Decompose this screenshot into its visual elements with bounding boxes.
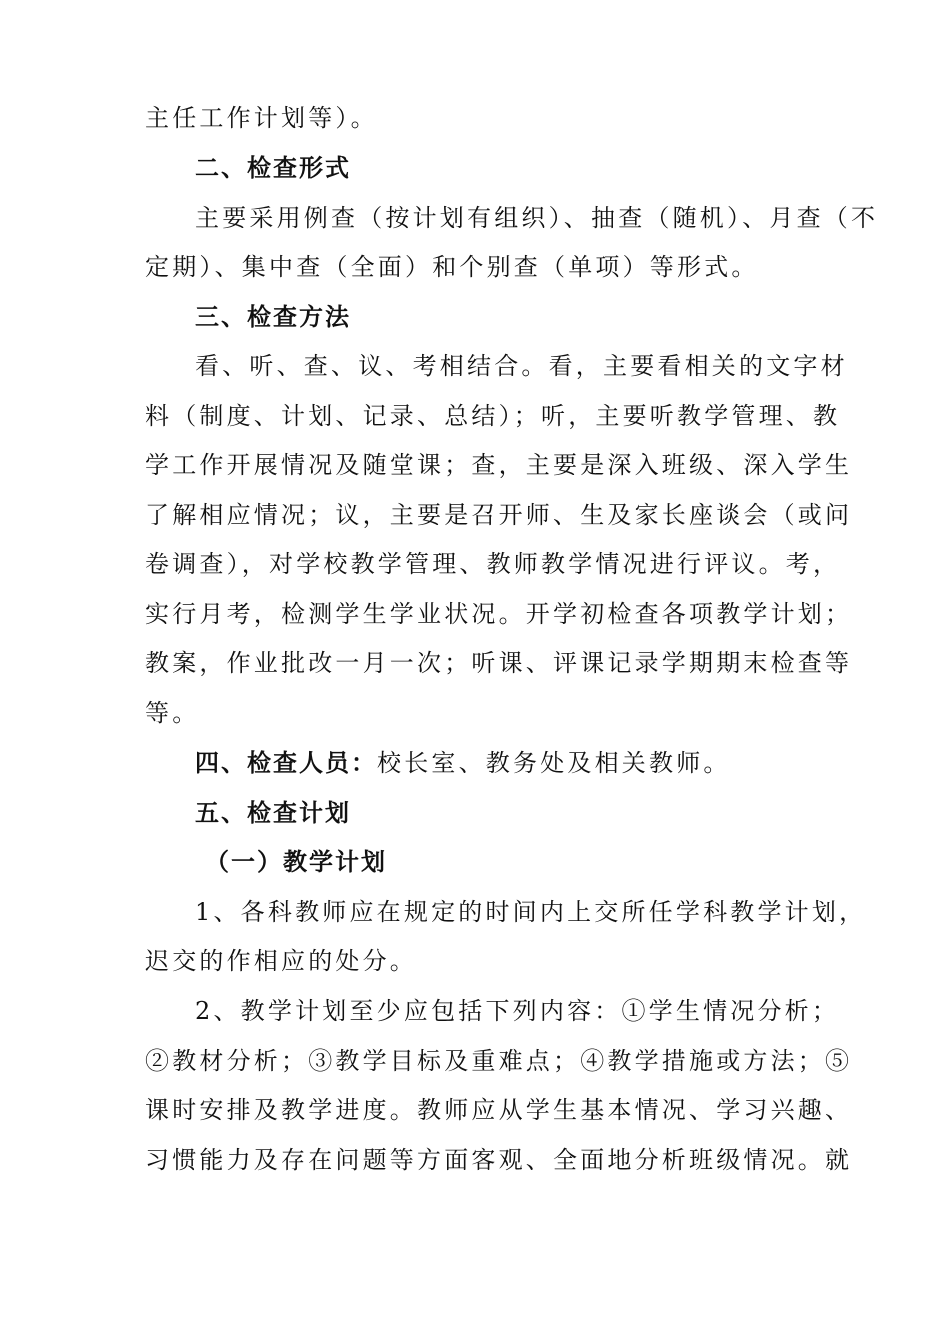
paragraph-line: 主任工作计划等）。: [145, 104, 378, 132]
paragraph-line: 教案，作业批改一月一次；听课、评课记录学期期末检查等: [145, 649, 853, 677]
section-heading-4-label: 四、检查人员：: [195, 749, 377, 777]
paragraph-line: 学工作开展情况及随堂课；查，主要是深入班级、深入学生: [145, 451, 853, 479]
paragraph-line: 迟交的作相应的处分。: [145, 947, 417, 975]
paragraph-line: 2、教学计划至少应包括下列内容：①学生情况分析；: [195, 997, 840, 1025]
paragraph-line: 看、听、查、议、考相结合。看，主要看相关的文字材: [195, 352, 848, 380]
section-heading-4: [195, 743, 950, 783]
paragraph-line: 定期）、集中查（全面）和个别查（单项）等形式。: [145, 253, 759, 281]
paragraph-line: 实行月考，检测学生学业状况。开学初检查各项教学计划；: [145, 600, 853, 628]
paragraph-line: 卷调查），对学校教学管理、教师教学情况进行评议。考，: [145, 550, 841, 578]
paragraph-line: 主要采用例查（按计划有组织）、抽查（随机）、月查（不: [195, 204, 879, 232]
paragraph-line: 1、各科教师应在规定的时间内上交所任学科教学计划，: [195, 898, 867, 926]
paragraph-line: ②教材分析；③教学目标及重难点；④教学措施或方法；⑤: [145, 1047, 853, 1075]
section-heading-4-text: 校长室、教务处及相关教师。: [377, 749, 731, 777]
section-heading-5: 五、检查计划: [195, 799, 351, 827]
section-heading-2: 二、检查形式: [195, 154, 351, 182]
paragraph-line: 课时安排及教学进度。教师应从学生基本情况、学习兴趣、: [145, 1096, 853, 1124]
paragraph-line: 习惯能力及存在问题等方面客观、全面地分析班级情况。就: [145, 1146, 853, 1174]
section-heading-3: 三、检查方法: [195, 303, 351, 331]
paragraph-line: 了解相应情况；议，主要是召开师、生及家长座谈会（或问: [145, 501, 853, 529]
subsection-heading-1: （一）教学计划: [205, 848, 387, 876]
paragraph-line: 料（制度、计划、记录、总结）；听，主要听教学管理、教: [145, 402, 841, 430]
paragraph-line: 等。: [145, 699, 200, 727]
